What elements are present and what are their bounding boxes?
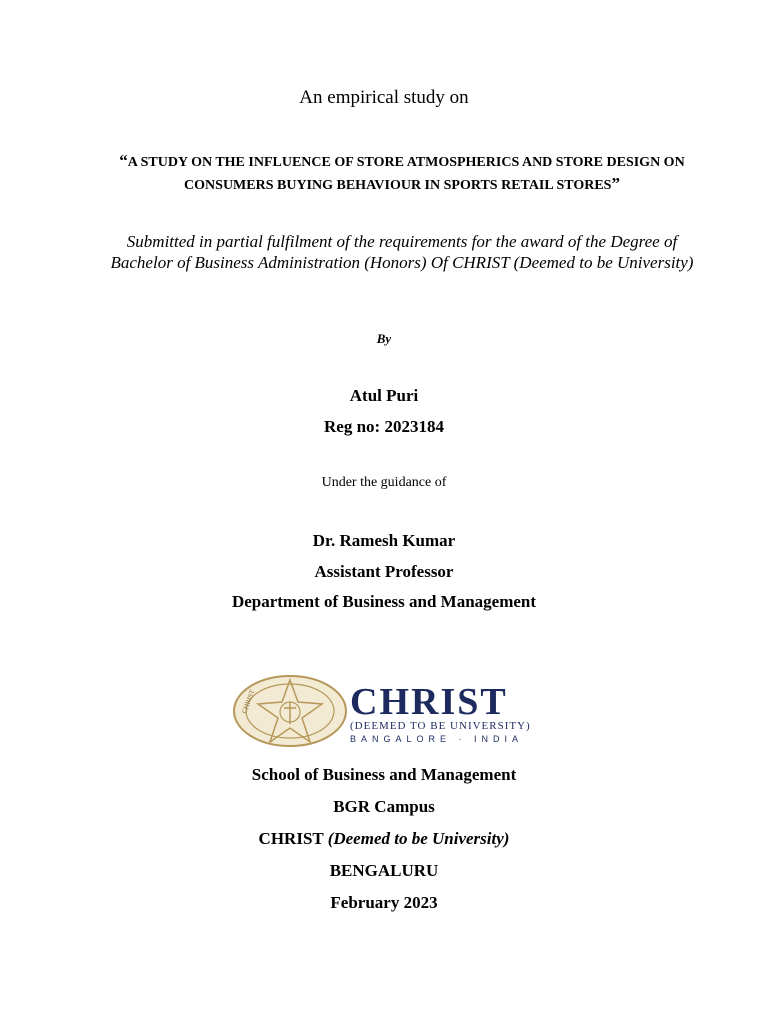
christ-seal-icon xyxy=(234,676,346,746)
christ-university-logo xyxy=(232,674,577,748)
title-open-quote: “ xyxy=(119,151,128,170)
title-text: A STUDY ON THE INFLUENCE OF STORE ATMOSPHERICS AND STORE DESIGN ON CONSUMERS BUYING BEHAVIOUR IN SPORTS RETAIL STORES xyxy=(127,155,685,193)
university-prefix: CHRIST xyxy=(258,829,324,848)
logo-wordmark: CHRIST xyxy=(350,681,508,723)
university-name xyxy=(0,829,768,849)
author-name: Atul Puri xyxy=(349,386,419,405)
school-name: School of Business and Management xyxy=(251,765,517,784)
guide-department: Department of Business and Management xyxy=(231,592,537,611)
registration-number: Reg no: 2023184 xyxy=(324,417,444,436)
study-intro: An empirical study on xyxy=(299,87,469,108)
thesis-title xyxy=(100,150,704,196)
guide-name: Dr. Ramesh Kumar xyxy=(312,531,456,550)
campus-name: BGR Campus xyxy=(333,797,435,816)
guide-designation: Assistant Professor xyxy=(314,562,454,581)
logo-location: BANGALORE · INDIA xyxy=(350,734,524,744)
by-label: By xyxy=(376,331,392,346)
logo-subtitle: (DEEMED TO BE UNIVERSITY) xyxy=(350,720,531,732)
city-name: BENGALURU xyxy=(329,861,439,880)
university-suffix: (Deemed to be University) xyxy=(327,829,510,848)
title-close-quote: ” xyxy=(611,174,620,193)
submission-statement: Submitted in partial fulfilment of the requirements for the award of the Degree of Bachelor of Business Administration (Honors) Of CHRIST (Deemed to be University) xyxy=(110,232,694,272)
submission-date: February 2023 xyxy=(330,893,438,912)
seal-text: CHRIST xyxy=(240,688,257,715)
guidance-label: Under the guidance of xyxy=(321,475,447,490)
